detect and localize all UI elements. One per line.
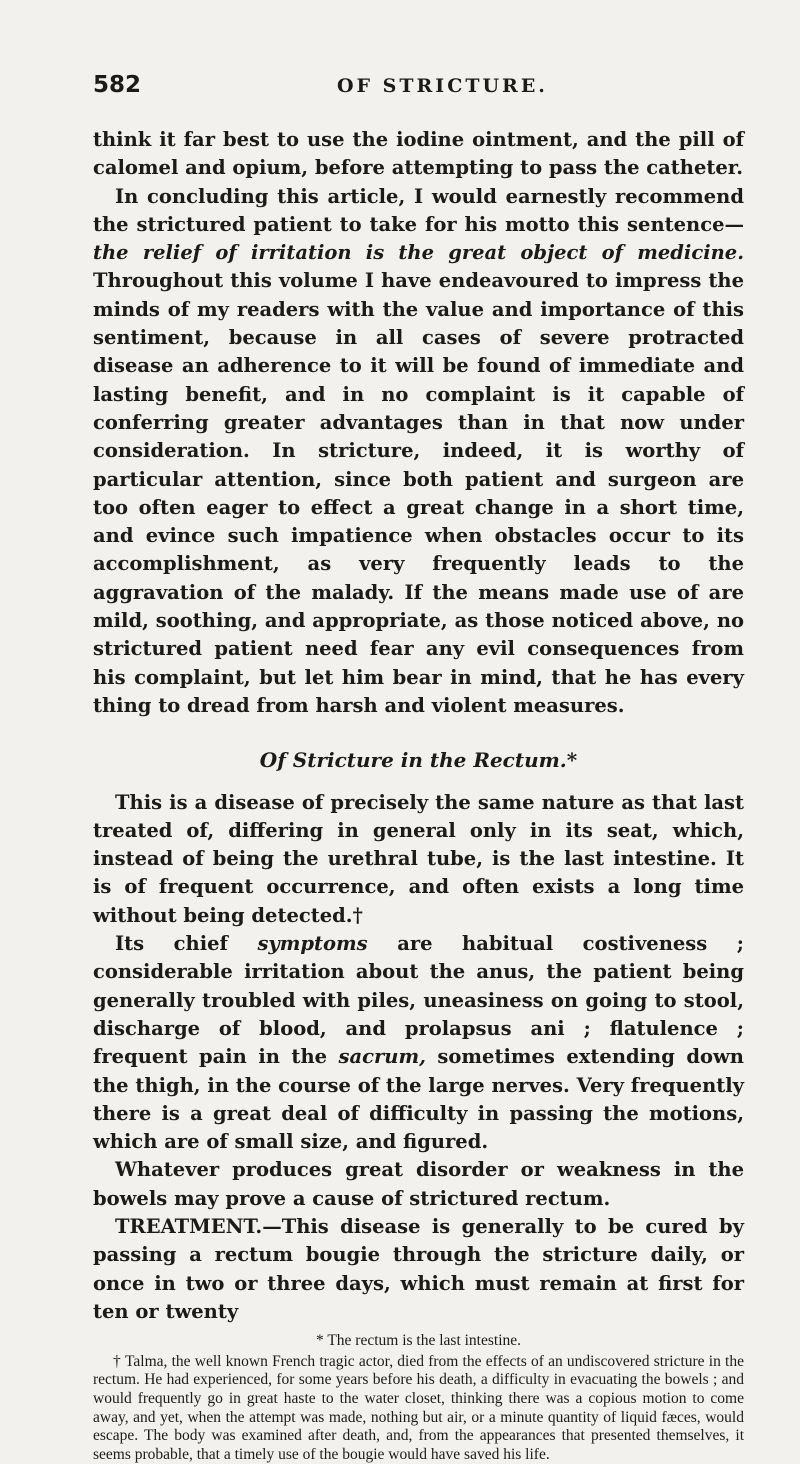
paragraph-disease-description: This is a disease of precisely the same nature as that last treated of, differing in general only in its seat, which, instead of being the urethral tube, is the last intestine. It is of frequent occurrence, and often exists a long time without being detected.† xyxy=(93,790,744,927)
motto-emphasis: the relief of irritation is the great object of medicine. xyxy=(93,241,744,265)
paragraph-concluding xyxy=(93,183,744,721)
symptoms-start: Its chief xyxy=(115,932,258,956)
symptoms-end: sometimes extending down the thigh, in the course of the large nerves. Very frequently there is a great deal of difficulty in passing the motions, which are of small size, and figured. xyxy=(93,1045,744,1154)
symptoms-emphasis: symptoms xyxy=(257,932,368,956)
paragraph-concluding-start: In concluding this article, I would earnestly recommend the strictured patient to take for his motto this sentence— xyxy=(93,184,744,236)
paragraph-symptoms xyxy=(93,930,744,1156)
paragraph-treatment: TREATMENT.—This disease is generally to be cured by passing a rectum bougie through the stricture daily, or once in two or three days, which must remain at first for ten or twenty xyxy=(93,1214,744,1323)
paragraph-continuation: think it far best to use the iodine ointment, and the pill of calomel and opium, before attempting to pass the catheter. xyxy=(93,128,744,180)
footnote-asterisk: * The rectum is the last intestine. xyxy=(315,1332,522,1350)
running-head xyxy=(93,62,744,102)
paragraph-causes: Whatever produces great disorder or weakness in the bowels may prove a cause of strictured rectum. xyxy=(93,1158,744,1210)
paragraph-concluding-rest: Throughout this volume I have endeavoured to impress the minds of my readers with the value and importance of this sentiment, because in all cases of severe protracted disease an adherence to it will be found of immediate and lasting benefit, and in no complaint is it capable of conferring greater advantages than in that now under consideration. In stricture, indeed, it is worthy of particular attention, since both patient and surgeon are too often eager to effect a great change in a short time, and evince such impatience when obstacles occur to its accomplishment, as very frequently leads to the aggravation of the malady. If the means made use of are mild, soothing, and appropriate, as those noticed above, no strictured patient need fear any evil consequences from his complaint, but let him bear in mind, that he has every thing to dread from harsh and violent measures. xyxy=(93,269,744,717)
section-heading: Of Stricture in the Rectum.* xyxy=(259,748,578,773)
footnotes xyxy=(93,1332,744,1464)
body-text xyxy=(93,126,744,1326)
sacrum-emphasis: sacrum, xyxy=(338,1045,426,1069)
symptoms-middle: are habitual costiveness ; considerable irritation about the anus, the patient being generally troubled with piles, uneasiness on going to stool, discharge of blood, and prolapsus ani ; flatulence ; frequent pain in the xyxy=(93,932,744,1069)
page-number: 582 xyxy=(93,72,142,98)
running-title: OF STRICTURE. xyxy=(337,75,548,97)
footnote-dagger: † Talma, the well known French tragic actor, died from the effects of an undiscovered stricture in the rectum. He had experienced, for some years before his death, a difficulty in evacuating the bowels ; and would frequently go in great haste to the water closet, thinking there was a copious motion to come away, and yet, when the attempt was made, nothing but air, or a minute quantity of liquid fæces, would escape. The body was examined after death, and, from the appearances that presented themselves, it seems probable, that a timely use of the bougie would have saved his life. xyxy=(93,1352,744,1463)
